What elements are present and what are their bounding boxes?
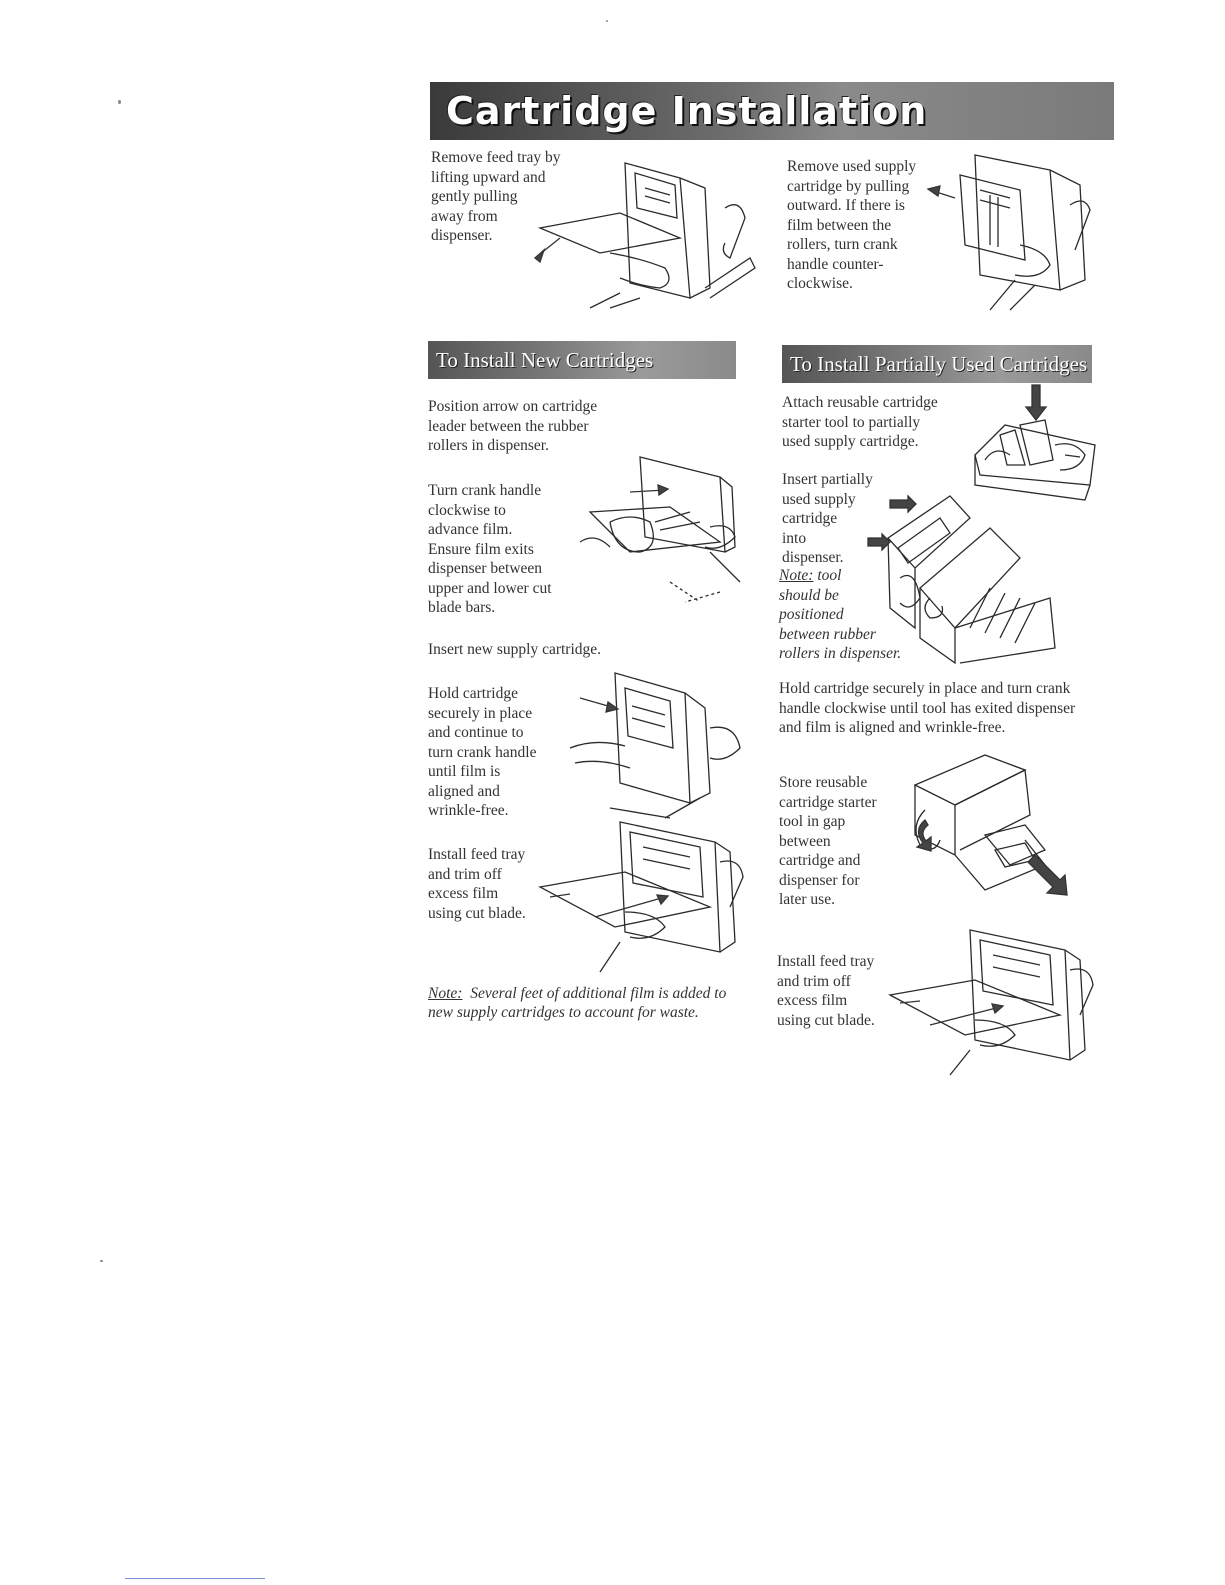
partial-step3-text: Hold cartridge securely in place and turn crank handle clockwise until tool has exited dispenser and film is aligned and wrinkle-free. <box>779 680 1076 736</box>
bottom-scan-line <box>125 1578 265 1579</box>
dispenser-feed-tray-removal-illustration <box>530 158 760 308</box>
partial-step4-text: Store reusable cartridge starter tool in gap between cartridge and dispenser for later use. <box>779 774 877 908</box>
new-step5-text: Install feed tray and trim off excess film using cut blade. <box>428 846 526 922</box>
insert-partial-cartridge-illustration <box>860 488 1060 663</box>
new-step3-text: Insert new supply cartridge. <box>428 641 602 658</box>
scan-speck <box>606 20 608 22</box>
feed-tray-trim-illustration <box>885 925 1095 1075</box>
partial-step5-text: Install feed tray and trim off excess film using cut blade. <box>777 953 875 1029</box>
scan-speck <box>100 1260 103 1262</box>
feed-tray-trim-illustration <box>535 817 745 972</box>
new-step1-text: Position arrow on cartridge leader between the rubber rollers in dispenser. <box>428 398 598 454</box>
store-starter-tool-illustration <box>895 755 1075 900</box>
hold-cartridge-illustration <box>570 668 745 818</box>
cartridge-removal-illustration <box>920 150 1110 310</box>
partial-step2-note-text: tool should be positioned between rubber rollers in dispenser. <box>779 567 902 662</box>
partial-step2-note-label: Note: <box>779 567 814 584</box>
new-step4-text: Hold cartridge securely in place and continue to turn crank handle until film is aligned and wrinkle-free. <box>428 685 537 819</box>
page-title: Cartridge Installation <box>430 82 1114 140</box>
new-note-text: Several feet of additional film is added to new supply cartridges to account for waste. <box>428 985 727 1021</box>
partial-cartridges-heading: To Install Partially Used Cartridges <box>782 345 1092 383</box>
new-step2-text: Turn crank handle clockwise to advance film. Ensure film exits dispenser between upper and lower cut blade bars. <box>428 482 552 616</box>
partial-step2-text: Insert partially used supply cartridge into dispenser. <box>782 471 873 566</box>
scan-speck <box>118 100 121 104</box>
intro-remove-feed-tray-text: Remove feed tray by lifting upward and gently pulling away from dispenser. <box>431 149 561 244</box>
new-note <box>428 985 728 1022</box>
intro-remove-used-cartridge-text: Remove used supply cartridge by pulling outward. If there is film between the rollers, turn crank handle counter- clockwise. <box>787 158 917 292</box>
crank-advance-film-illustration <box>570 452 745 602</box>
new-note-label: Note: <box>428 985 463 1002</box>
partial-step1-text: Attach reusable cartridge starter tool to partially used supply cartridge. <box>782 394 938 450</box>
new-cartridges-heading: To Install New Cartridges <box>428 341 736 379</box>
